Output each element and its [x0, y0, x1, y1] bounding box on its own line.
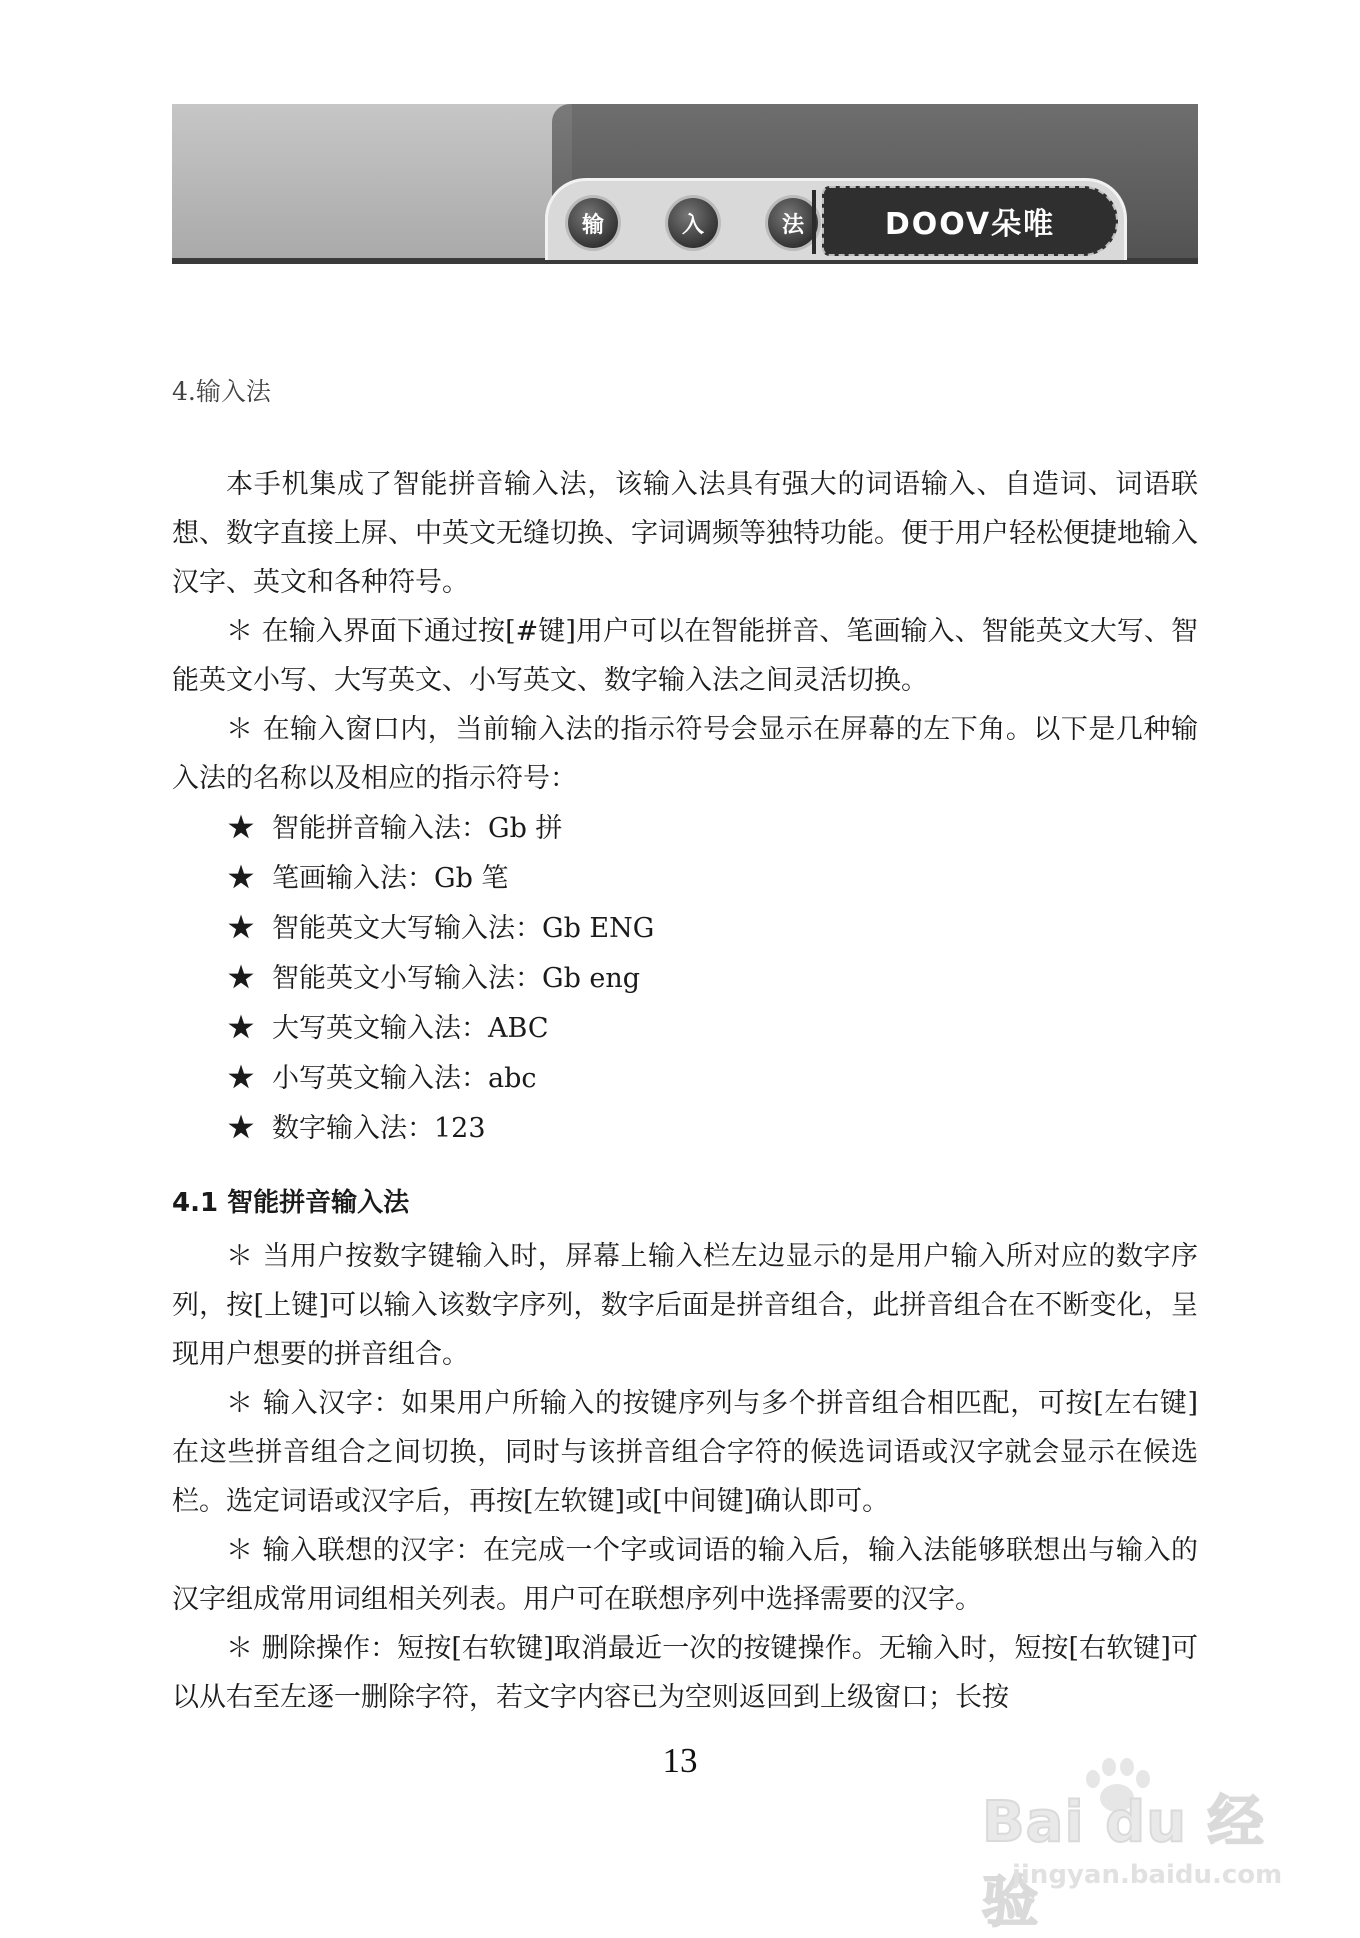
star-icon: ★ — [228, 960, 254, 994]
intro-paragraph-2: ＊ 在输入界面下通过按[#键]用户可以在智能拼音、笔画输入、智能英文大写、智能英文小写、大写英文、小写英文、数字输入法之间灵活切换。 — [172, 616, 1198, 696]
pinyin-paragraph-4: ＊ 删除操作：短按[右软键]取消最近一次的按键操作。无输入时，短按[右软键]可以从右至左逐一删除字符，若文字内容已为空则返回到上级窗口；长按 — [172, 1633, 1198, 1713]
list-item — [228, 1003, 1198, 1053]
header-char-3: 法 — [768, 198, 818, 248]
header-chars — [568, 193, 818, 253]
banner-light-panel — [172, 104, 582, 264]
list-item — [228, 853, 1198, 903]
method-label: 小写英文输入法：abc — [272, 1063, 537, 1094]
intro-paragraph-1: 本手机集成了智能拼音输入法，该输入法具有强大的词语输入、自造词、词语联想、数字直接上屏、中英文无缝切换、字词调频等独特功能。便于用户轻松便捷地输入汉字、英文和各种符号。 — [172, 469, 1198, 598]
watermark-url: jingyan.baidu.com — [1012, 1860, 1283, 1890]
star-icon: ★ — [228, 810, 254, 844]
pinyin-paragraph-3: ＊ 输入联想的汉字：在完成一个字或词语的输入后，输入法能够联想出与输入的汉字组成常用词组相关列表。用户可在联想序列中选择需要的汉字。 — [172, 1535, 1198, 1615]
baidu-watermark — [972, 1756, 1283, 1935]
header-separator — [812, 190, 816, 254]
method-label: 智能英文小写输入法：Gb eng — [272, 963, 641, 994]
method-label: 智能拼音输入法：Gb 拼 — [272, 813, 563, 844]
header-char-2: 入 — [668, 198, 718, 248]
watermark-brand: Bai du 经验 — [982, 1790, 1265, 1935]
pinyin-paragraph-1: ＊ 当用户按数字键输入时，屏幕上输入栏左边显示的是用户输入所对应的数字序列，按[上键]可以输入该数字序列，数字后面是拼音组合，此拼音组合在不断变化，呈现用户想要的拼音组合。 — [172, 1241, 1198, 1370]
list-item — [228, 1053, 1198, 1103]
page-number: 13 — [662, 1741, 698, 1780]
star-icon: ★ — [228, 1060, 254, 1094]
method-label: 智能英文大写输入法：Gb ENG — [272, 913, 655, 944]
list-item — [228, 1103, 1198, 1153]
star-icon: ★ — [228, 1010, 254, 1044]
method-label: 笔画输入法：Gb 笔 — [272, 863, 509, 894]
star-icon: ★ — [228, 1110, 254, 1144]
list-item — [228, 803, 1198, 853]
subsection-title: 4.1 智能拼音输入法 — [172, 1188, 410, 1218]
header-char-1: 输 — [568, 198, 618, 248]
star-icon: ★ — [228, 860, 254, 894]
list-item — [228, 953, 1198, 1003]
list-item — [228, 903, 1198, 953]
pinyin-paragraph-2: ＊ 输入汉字：如果用户所输入的按键序列与多个拼音组合相匹配，可按[左右键]在这些拼音组合之间切换，同时与该拼音组合字符的候选词语或汉字就会显示在候选栏。选定词语或汉字后，再按[左软键]或[中间键]确认即可。 — [172, 1388, 1198, 1517]
method-label: 大写英文输入法：ABC — [272, 1013, 549, 1044]
doov-logo-text: DOOV朵唯 — [884, 207, 1056, 242]
doov-logo — [822, 186, 1118, 256]
input-method-list — [172, 803, 1198, 1153]
method-label: 数字输入法：123 — [272, 1113, 486, 1144]
section-title: 4.输入法 — [172, 377, 271, 406]
intro-paragraph-3: ＊ 在输入窗口内，当前输入法的指示符号会显示在屏幕的左下角。以下是几种输入法的名称以及相应的指示符号： — [172, 714, 1198, 794]
page-content — [172, 460, 1198, 1722]
star-icon: ★ — [228, 910, 254, 944]
